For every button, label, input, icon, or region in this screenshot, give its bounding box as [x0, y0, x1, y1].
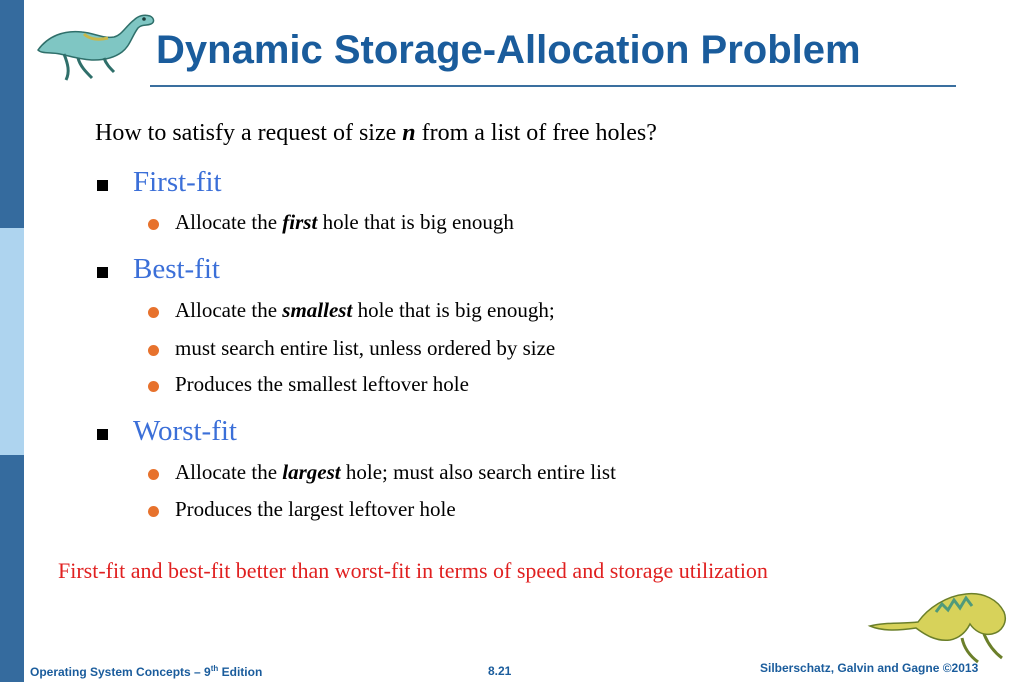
bullet-emphasis: first — [282, 210, 318, 234]
bullet-text-before: Allocate the — [175, 460, 283, 484]
dinosaur-icon — [34, 6, 160, 86]
round-bullet-icon — [148, 219, 159, 230]
section-label: Worst-fit — [133, 415, 237, 447]
bullet-text-before: Allocate the — [175, 298, 283, 322]
bullet-text — [175, 372, 469, 397]
round-bullet-icon — [148, 506, 159, 517]
intro-variable: n — [402, 120, 416, 146]
footer-book-title — [30, 664, 262, 679]
round-bullet-icon — [148, 345, 159, 356]
bullet-emphasis: largest — [282, 460, 341, 484]
round-bullet-icon — [148, 381, 159, 392]
bullet-text-after: hole that is big enough; — [352, 298, 555, 322]
intro-text-after: from a list of free holes? — [415, 120, 657, 146]
sidebar-segment-bottom — [0, 455, 24, 682]
intro-text-before: How to satisfy a request of size — [95, 120, 403, 146]
sidebar-segment-top — [0, 0, 24, 228]
round-bullet-icon — [148, 307, 159, 318]
footer-book-text: Operating System Concepts – 9 — [30, 665, 211, 679]
section-label: Best-fit — [133, 253, 220, 285]
page-number: 8.21 — [488, 664, 512, 678]
title-underline — [150, 85, 956, 87]
intro-question — [95, 120, 657, 147]
left-sidebar-band — [0, 0, 24, 682]
dinosaur-icon — [866, 582, 1016, 672]
square-bullet-icon — [97, 267, 108, 278]
slide-title: Dynamic Storage-Allocation Problem — [156, 28, 861, 72]
sidebar-segment-middle — [0, 228, 24, 455]
bullet-text-before: must search entire list, unless ordered by size — [175, 336, 556, 360]
bullet-text-before: Allocate the — [175, 210, 283, 234]
bullet-text-before: Produces the smallest leftover hole — [175, 372, 469, 396]
bullet-text — [175, 210, 514, 235]
bullet-text-after: hole; must also search entire list — [340, 460, 616, 484]
bullet-text-after: hole that is big enough — [317, 210, 514, 234]
bullet-text — [175, 298, 555, 323]
bullet-text-before: Produces the largest leftover hole — [175, 497, 456, 521]
square-bullet-icon — [97, 180, 108, 191]
bullet-text — [175, 460, 616, 485]
bullet-text — [175, 497, 456, 522]
footer-book-suffix: Edition — [218, 665, 263, 679]
footer-book-sup: th — [210, 664, 219, 673]
square-bullet-icon — [97, 429, 108, 440]
bullet-text — [175, 336, 555, 361]
round-bullet-icon — [148, 469, 159, 480]
bullet-emphasis: smallest — [282, 298, 353, 322]
summary-note: First-fit and best-fit better than worst-fit in terms of speed and storage utilization — [58, 558, 768, 583]
section-label: First-fit — [133, 166, 222, 198]
footer-authors: Silberschatz, Galvin and Gagne ©2013 — [760, 661, 979, 675]
